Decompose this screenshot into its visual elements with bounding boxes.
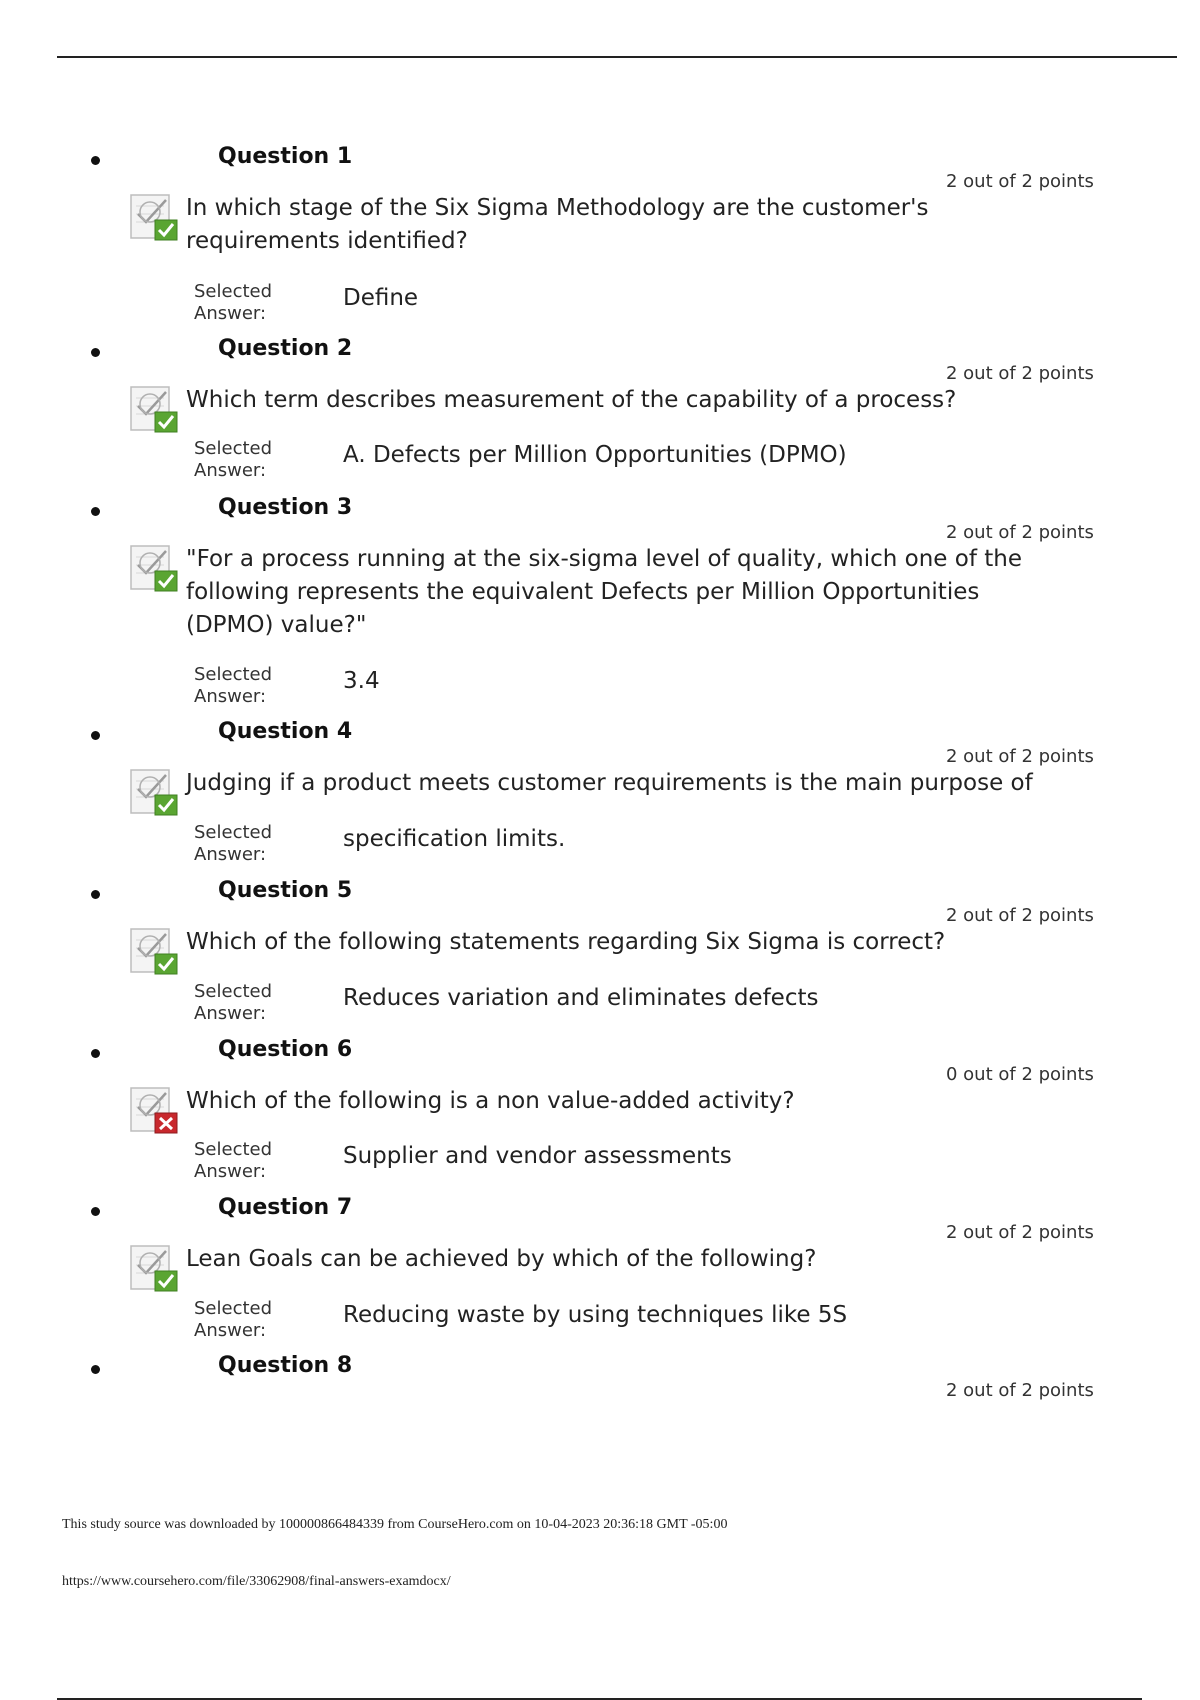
selected-answer-label: Selected Answer: [194,981,273,1024]
bullet [91,348,100,357]
incorrect-x-icon [128,1085,180,1137]
selected-answer: specification limits. [343,826,566,852]
question-text: Lean Goals can be achieved by which of the following? [186,1246,817,1272]
selected-answer: Supplier and vendor assessments [343,1143,732,1169]
correct-check-icon [128,543,180,595]
points-score: 2 out of 2 points [946,905,1094,926]
selected-answer-label: Selected Answer: [194,438,273,481]
question-title: Question 8 [218,1353,353,1378]
bullet [91,890,100,899]
question-text: Which of the following is a non value-added activity? [186,1088,795,1114]
question-text: "For a process running at the six-sigma level of quality, which one of the following represents the equivalent Defects per Million Opportunities (DPMO) value?" [186,546,1022,638]
points-score: 2 out of 2 points [946,522,1094,543]
points-score: 0 out of 2 points [946,1064,1094,1085]
correct-check-icon [128,926,180,978]
bullet [91,1365,100,1374]
bullet [91,1207,100,1216]
question-text: Which of the following statements regarding Six Sigma is correct? [186,929,946,955]
points-score: 2 out of 2 points [946,1222,1094,1243]
question-title: Question 2 [218,336,353,361]
correct-check-icon [128,1243,180,1295]
bullet [91,507,100,516]
selected-answer-label: Selected Answer: [194,1139,273,1182]
selected-answer: 3.4 [343,668,380,694]
selected-answer: A. Defects per Million Opportunities (DPMO) [343,442,847,468]
bullet [91,1049,100,1058]
download-source-notice: This study source was downloaded by 100000866484339 from CourseHero.com on 10-04-2023 20:36:18 GMT -05:00 [62,1517,728,1532]
question-text: Which term describes measurement of the capability of a process? [186,387,957,413]
question-title: Question 3 [218,495,353,520]
bullet [91,156,100,165]
selected-answer-label: Selected Answer: [194,822,273,865]
correct-check-icon [128,192,180,244]
question-text: Judging if a product meets customer requirements is the main purpose of [186,770,1033,796]
top-rule [57,56,1177,58]
question-title: Question 1 [218,144,353,169]
question-text: In which stage of the Six Sigma Methodology are the customer's requirements identified? [186,195,929,254]
selected-answer: Define [343,285,419,311]
points-score: 2 out of 2 points [946,1380,1094,1401]
question-title: Question 7 [218,1195,353,1220]
question-title: Question 4 [218,719,353,744]
question-title: Question 5 [218,878,353,903]
question-title: Question 6 [218,1037,353,1062]
source-url[interactable]: https://www.coursehero.com/file/33062908/final-answers-examdocx/ [62,1574,451,1589]
points-score: 2 out of 2 points [946,746,1094,767]
selected-answer: Reduces variation and eliminates defects [343,985,819,1011]
correct-check-icon [128,384,180,436]
points-score: 2 out of 2 points [946,363,1094,384]
points-score: 2 out of 2 points [946,171,1094,192]
correct-check-icon [128,767,180,819]
selected-answer: Reducing waste by using techniques like 5S [343,1302,848,1328]
selected-answer-label: Selected Answer: [194,1298,273,1341]
selected-answer-label: Selected Answer: [194,664,273,707]
bullet [91,731,100,740]
selected-answer-label: Selected Answer: [194,281,273,324]
